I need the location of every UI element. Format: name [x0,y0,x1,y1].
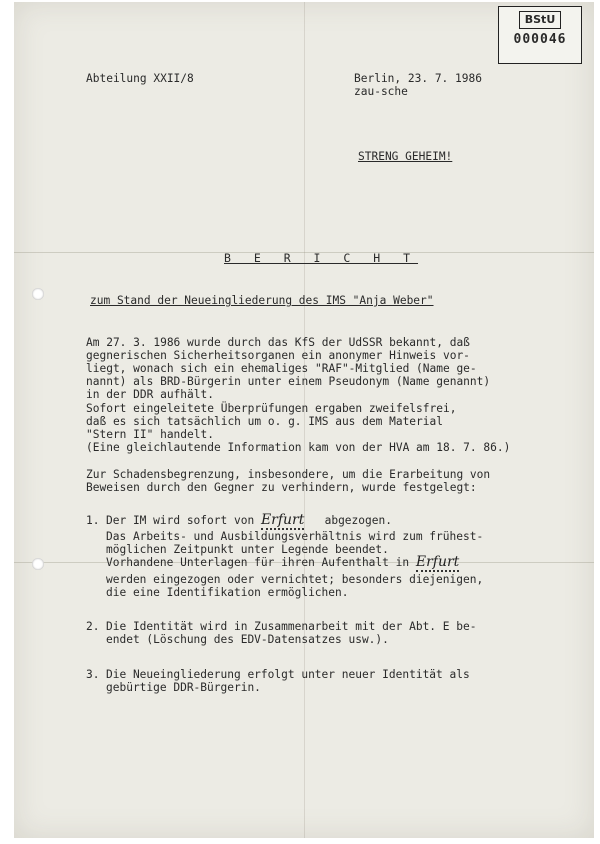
text-line: Am 27. 3. 1986 wurde durch das KfS der UdSSR bekannt, daß [86,336,470,349]
text-line: möglichen Zeitpunkt unter Legende beendet. [106,543,389,556]
text-line: nannt) als BRD-Bürgerin unter einem Pseudonym (Name genannt) [86,375,491,388]
text-line: (Eine gleichlautende Information kam von der HVA am 18. 7. 86.) [86,441,511,454]
text-line: liegt, wonach sich ein ehemaliges "RAF"-Mitglied (Name ge- [86,362,477,375]
text-line: Der IM wird sofort von Erfurt abgezogen. [106,512,392,528]
text-line: werden eingezogen oder vernichtet; besonders diejenigen, [106,573,484,586]
text-line: in der DDR aufhält. [86,388,214,401]
place-date: Berlin, 23. 7. 1986 [354,72,482,85]
item-number: 3. [86,668,100,681]
text-line: die eine Identifikation ermöglichen. [106,586,349,599]
text-line: Vorhandene Unterlagen für ihren Aufenthalt in Erfurt [106,554,460,570]
item-number: 1. [86,514,100,527]
document-title: B E R I C H T [224,251,419,265]
stamp-label: BStU [519,11,561,29]
document-page [14,2,594,838]
archive-stamp [498,6,582,64]
text-line: Die Neueingliederung erfolgt unter neuer Identität als [106,668,470,681]
text-line: Das Arbeits- und Ausbildungsverhältnis wird zum frühest- [106,530,484,543]
classification: STRENG GEHEIM! [358,150,453,163]
text-line: Beweisen durch den Gegner zu verhindern, wurde festgelegt: [86,481,477,494]
text-line: Sofort eingeleitete Überprüfungen ergaben zweifelsfrei, [86,402,457,415]
text-line: daß es sich tatsächlich um o. g. IMS aus dem Material [86,415,443,428]
department: Abteilung XXII/8 [86,72,194,85]
text-line: Die Identität wird in Zusammenarbeit mit der Abt. E be- [106,620,477,633]
handwritten-place: Erfurt [260,512,305,528]
stamp-number: 000046 [513,32,567,47]
text-line: "Stern II" handelt. [86,428,214,441]
reference: zau-sche [354,85,408,98]
text-line: gebürtige DDR-Bürgerin. [106,681,261,694]
handwritten-place: Erfurt [415,554,460,570]
punch-hole [32,288,44,300]
document-subtitle: zum Stand der Neueingliederung des IMS "Anja Weber" [90,294,434,307]
text-line: endet (Löschung des EDV-Datensatzes usw.). [106,633,389,646]
item-number: 2. [86,620,100,633]
text-line: gegnerischen Sicherheitsorganen ein anonymer Hinweis vor- [86,349,470,362]
text-line: Zur Schadensbegrenzung, insbesondere, um die Erarbeitung von [86,468,491,481]
punch-hole [32,558,44,570]
